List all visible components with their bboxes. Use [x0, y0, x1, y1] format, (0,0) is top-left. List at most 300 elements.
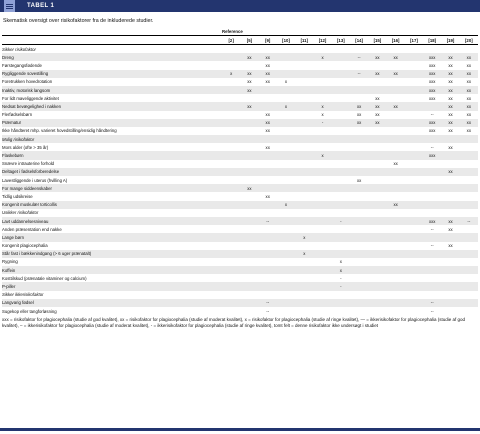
table-cell [259, 168, 277, 176]
table-cell: xxx [429, 62, 436, 68]
table-cell [259, 184, 277, 192]
table-cell [259, 135, 277, 143]
table-cell [313, 291, 331, 299]
table-cell [295, 274, 313, 282]
table-cell [259, 266, 277, 274]
table-cell [295, 86, 313, 94]
table-cell [259, 151, 277, 159]
table-cell [441, 233, 459, 241]
table-cell [423, 258, 441, 266]
table-cell [405, 242, 423, 250]
table-cell [423, 184, 441, 192]
table-cell [240, 225, 258, 233]
table-cell [405, 176, 423, 184]
table-cell [368, 184, 386, 192]
table-cell [222, 176, 240, 184]
table-cell: xx [466, 112, 471, 118]
table-cell [368, 299, 386, 307]
table-cell [295, 299, 313, 307]
table-cell [405, 225, 423, 233]
table-cell [332, 61, 350, 69]
category-row [2, 45, 478, 54]
table-cell [295, 135, 313, 143]
table-cell: x [339, 259, 342, 265]
table-cell [460, 225, 478, 233]
table-cell [277, 250, 295, 258]
table-cell [332, 201, 350, 209]
table-cell: -- [430, 112, 434, 118]
category-label: Sikker risikofaktor [2, 46, 36, 52]
table-row [2, 282, 478, 290]
table-cell [460, 233, 478, 241]
table-cell [332, 233, 350, 241]
table-cell: -- [259, 217, 277, 225]
table-cell: xx [441, 119, 459, 127]
table-row [2, 53, 478, 61]
table-cell [387, 250, 405, 258]
table-cell [240, 250, 258, 258]
table-cell [368, 160, 386, 168]
table-cell [387, 127, 405, 135]
table-cell [277, 266, 295, 274]
table-cell [405, 184, 423, 192]
table-cell: xx [441, 217, 459, 225]
table-cell [313, 143, 331, 151]
table-cell [387, 307, 405, 315]
table-cell [222, 184, 240, 192]
table-cell: xx [448, 128, 453, 134]
table-cell [277, 299, 295, 307]
table-cell [295, 70, 313, 78]
table-cell [387, 242, 405, 250]
table-row [2, 70, 478, 78]
reference-number: [18] [423, 36, 441, 45]
table-cell: xx [466, 128, 471, 134]
table-cell [423, 102, 441, 110]
table-cell: xx [247, 79, 252, 85]
table-cell [313, 258, 331, 266]
table-cell [313, 168, 331, 176]
table-cell [441, 299, 459, 307]
table-cell: xx [265, 112, 270, 118]
table-cell [368, 250, 386, 258]
table-cell: xxx [423, 151, 441, 159]
table-cell [350, 299, 368, 307]
row-label: Mors alder (ofte > 35 år) [2, 144, 49, 150]
table-cell [460, 258, 478, 266]
table-cell [332, 307, 350, 315]
table-caption: Skematisk oversigt over risikofaktorer fra de inkluderede studier. [3, 18, 154, 24]
table-cell [332, 45, 350, 54]
table-cell: -- [430, 308, 434, 314]
row-label: Flaskebørn [2, 151, 222, 159]
table-cell [332, 119, 350, 127]
table-cell [277, 119, 295, 127]
table-cell [368, 61, 386, 69]
table-cell: -- [266, 308, 270, 314]
table-cell [387, 266, 405, 274]
table-cell [313, 266, 331, 274]
table-cell [368, 217, 386, 225]
table-footnote: xxx = risikofaktor for plagiocephalia (studie af god kvalitet), xx = risikofaktor for plagiocephalia (studie af moderat kvalitet), x = risikofaktor for plagiocephalia (studie af ringe kvalitet), — = ikkerisikofaktor for plagiocephalia (studie af god kvalitet), – = ikkerisikofaktor for plagiocephalia (studie af moderat kvalitet), - = ikkerisikofaktor for plagiocephalia (studie af ringe kvalitet), tomt felt = denne risikofaktor ikke undersøgt i studiet [2, 317, 465, 329]
table-cell [313, 307, 331, 315]
table-cell [277, 53, 295, 61]
table-cell [387, 45, 405, 54]
table-cell [313, 70, 331, 78]
table-cell: -- [460, 217, 478, 225]
table-cell: - [313, 119, 331, 127]
table-cell [240, 127, 258, 135]
table-cell: xx [350, 119, 368, 127]
table-cell [313, 192, 331, 200]
table-row [2, 225, 478, 233]
table-cell [240, 258, 258, 266]
table-cell: x [295, 233, 313, 241]
table-cell [441, 192, 459, 200]
table-cell [259, 274, 277, 282]
table-cell [313, 217, 331, 225]
table-cell [405, 192, 423, 200]
table-label: TABEL 1 [27, 3, 55, 9]
table-cell [405, 86, 423, 94]
reference-numbers-row [2, 36, 478, 45]
table-cell [460, 274, 478, 282]
table-row [2, 86, 478, 94]
table-cell [222, 201, 240, 209]
table-cell [332, 291, 350, 299]
table-cell: xx [240, 86, 258, 94]
table-cell: x [284, 79, 288, 85]
table-cell [313, 184, 331, 192]
table-cell [240, 151, 258, 159]
table-row [2, 217, 478, 225]
table-cell [350, 307, 368, 315]
row-label: Langvarig fødsel [2, 299, 222, 307]
table-cell [405, 282, 423, 290]
table-cell [332, 242, 350, 250]
table-cell [295, 111, 313, 119]
table-row [2, 266, 478, 274]
table-cell [332, 86, 350, 94]
table-cell [423, 209, 441, 217]
table-cell [222, 233, 240, 241]
table-cell [222, 151, 240, 159]
table-cell [441, 201, 459, 209]
table-row [2, 61, 478, 69]
category-label: Sikker ikkerisikofaktor [2, 292, 44, 298]
table-cell [350, 86, 368, 94]
table-cell [313, 233, 331, 241]
table-cell [295, 53, 313, 61]
reference-label: Reference [222, 28, 478, 36]
table-cell [259, 45, 277, 54]
table-cell [405, 70, 423, 78]
category-label: Mulig risikofaktor [2, 135, 222, 143]
table-cell [277, 94, 295, 102]
table-cell: xx [259, 70, 277, 78]
table-cell [240, 282, 258, 290]
table-cell [460, 201, 478, 209]
table-cell [350, 143, 368, 151]
table-cell [222, 143, 240, 151]
table-cell [405, 78, 423, 86]
table-cell [240, 307, 258, 315]
table-cell [295, 102, 313, 110]
table-row [2, 299, 478, 307]
table-cell: xx [387, 102, 405, 110]
table-cell [405, 258, 423, 266]
table-cell [350, 258, 368, 266]
table-cell: x [277, 102, 295, 110]
table-cell: xx [441, 70, 459, 78]
table-cell [259, 102, 277, 110]
table-cell [387, 192, 405, 200]
bottom-rule [0, 428, 480, 431]
row-label: P-piller [2, 282, 222, 290]
table-cell: x [332, 266, 350, 274]
table-cell [332, 168, 350, 176]
row-label: Præmatur [2, 119, 222, 127]
table-cell [295, 291, 313, 299]
table-cell [405, 250, 423, 258]
table-cell: xx [240, 53, 258, 61]
table-cell: x [277, 201, 295, 209]
table-cell [295, 258, 313, 266]
table-cell [423, 274, 441, 282]
table-cell: xx [387, 53, 405, 61]
table-cell [295, 119, 313, 127]
table-cell [295, 192, 313, 200]
table-cell [240, 192, 258, 200]
table-cell [387, 94, 405, 102]
table-cell [222, 299, 240, 307]
table-cell [405, 111, 423, 119]
table-cell [277, 184, 295, 192]
table-cell: xx [368, 70, 386, 78]
row-label: Rygliggende sovestilling [2, 70, 222, 78]
table-cell: xx [466, 62, 471, 68]
risk-factor-table [2, 28, 478, 315]
table-cell [295, 78, 313, 86]
table-cell: - [332, 282, 350, 290]
table-cell [295, 143, 313, 151]
table-cell [277, 61, 295, 69]
table-cell [313, 135, 331, 143]
table-cell [277, 307, 295, 315]
table-cell [295, 160, 313, 168]
table-cell [368, 201, 386, 209]
table-cell [313, 201, 331, 209]
table-cell [460, 307, 478, 315]
row-label: Dreng [2, 53, 222, 61]
table-cell [368, 45, 386, 54]
table-cell [259, 176, 277, 184]
table-cell: xx [441, 86, 459, 94]
table-cell [277, 143, 295, 151]
table-cell [387, 217, 405, 225]
table-cell [387, 258, 405, 266]
table-cell [277, 135, 295, 143]
row-label: Kosttilskud (prænatale vitaminer og calcium) [2, 275, 87, 281]
table-cell [441, 184, 459, 192]
table-cell [387, 184, 405, 192]
table-cell [368, 192, 386, 200]
table-cell: xx [240, 184, 258, 192]
table-cell [387, 86, 405, 94]
table-cell [295, 242, 313, 250]
table-cell: xx [387, 201, 405, 209]
table-cell [277, 86, 295, 94]
table-cell [460, 209, 478, 217]
reference-number: [10] [277, 36, 295, 45]
table-cell [277, 217, 295, 225]
reference-number: [19] [441, 36, 459, 45]
table-cell [460, 192, 478, 200]
table-cell [222, 127, 240, 135]
table-cell: xx [265, 79, 270, 85]
table-cell [368, 233, 386, 241]
table-cell [295, 184, 313, 192]
table-cell: xxx [429, 128, 436, 134]
table-cell: x [313, 53, 331, 61]
table-cell [259, 282, 277, 290]
table-cell [313, 250, 331, 258]
table-cell [368, 86, 386, 94]
table-cell [259, 201, 277, 209]
table-cell [405, 307, 423, 315]
table-cell [441, 45, 459, 54]
table-cell: - [332, 217, 350, 225]
table-row [2, 250, 478, 258]
table-cell [387, 119, 405, 127]
table-cell: -- [259, 299, 277, 307]
table-cell [222, 53, 240, 61]
row-label: Ikke håndteret mhp. varieret hovedstilling/ensidig håndtering [2, 128, 117, 134]
table-cell [222, 45, 240, 54]
table-cell [313, 274, 331, 282]
table-row [2, 192, 478, 200]
table-cell [387, 151, 405, 159]
table-cell [368, 291, 386, 299]
table-cell [222, 135, 240, 143]
category-row [2, 209, 478, 217]
table-cell [368, 135, 386, 143]
table-cell [259, 250, 277, 258]
table-cell [313, 61, 331, 69]
table-cell [368, 168, 386, 176]
table-cell [350, 94, 368, 102]
table-cell [387, 291, 405, 299]
table-cell [277, 209, 295, 217]
table-cell [350, 217, 368, 225]
table-cell: xx [265, 62, 270, 68]
table-cell [332, 151, 350, 159]
table-cell [277, 168, 295, 176]
table-cell [387, 143, 405, 151]
table-cell [441, 258, 459, 266]
table-cell [332, 127, 350, 135]
table-cell: xxx [423, 53, 441, 61]
table-cell [350, 160, 368, 168]
table-cell [240, 242, 258, 250]
table-cell [405, 127, 423, 135]
table-cell [222, 282, 240, 290]
row-label: Nedsat bevægelighed i nakken [2, 102, 222, 110]
table-cell [441, 274, 459, 282]
table-cell [240, 45, 258, 54]
table-row [2, 201, 478, 209]
reference-number: [17] [405, 36, 423, 45]
table-cell [313, 160, 331, 168]
table-cell [222, 94, 240, 102]
table-cell [277, 274, 295, 282]
table-cell [405, 94, 423, 102]
table-cell: xxx [429, 95, 436, 101]
table-cell [368, 266, 386, 274]
table-cell [460, 242, 478, 250]
reference-number: [9] [259, 36, 277, 45]
table-cell: xx [448, 95, 453, 101]
table-cell [295, 209, 313, 217]
table-cell [295, 225, 313, 233]
table-cell [441, 282, 459, 290]
table-cell [240, 61, 258, 69]
table-row [2, 119, 478, 127]
table-cell [387, 233, 405, 241]
table-cell: xxx [423, 119, 441, 127]
table-cell [423, 192, 441, 200]
row-label: Foretrukken hovedrotation [2, 79, 53, 85]
table-cell [332, 192, 350, 200]
table-cell [405, 168, 423, 176]
table-cell [460, 168, 478, 176]
table-cell [222, 192, 240, 200]
table-cell [350, 151, 368, 159]
table-cell [350, 168, 368, 176]
row-label: Tidlig udsikreise [2, 193, 33, 199]
table-cell: xx [460, 102, 478, 110]
table-row [2, 184, 478, 192]
table-cell [332, 53, 350, 61]
table-cell [387, 299, 405, 307]
table-cell [460, 291, 478, 299]
table-cell [295, 168, 313, 176]
table-cell [259, 242, 277, 250]
table-cell [222, 78, 240, 86]
table-cell [222, 291, 240, 299]
table-cell: xx [387, 70, 405, 78]
table-cell [277, 70, 295, 78]
table-cell [240, 201, 258, 209]
row-label: Anden præsentation end nakke [2, 226, 62, 232]
row-label: Deltaget i fødselsforberedelse [2, 168, 222, 176]
reference-number: [12] [313, 36, 331, 45]
table-cell: xx [460, 86, 478, 94]
table-icon [4, 0, 15, 12]
table-cell [350, 291, 368, 299]
table-row [2, 78, 478, 86]
table-cell [350, 201, 368, 209]
table-cell [313, 94, 331, 102]
table-cell [277, 282, 295, 290]
table-cell: xx [460, 53, 478, 61]
table-cell [405, 266, 423, 274]
table-cell [460, 45, 478, 54]
table-cell [368, 258, 386, 266]
reference-number: [13] [332, 36, 350, 45]
table-cell [240, 135, 258, 143]
table-cell [387, 209, 405, 217]
